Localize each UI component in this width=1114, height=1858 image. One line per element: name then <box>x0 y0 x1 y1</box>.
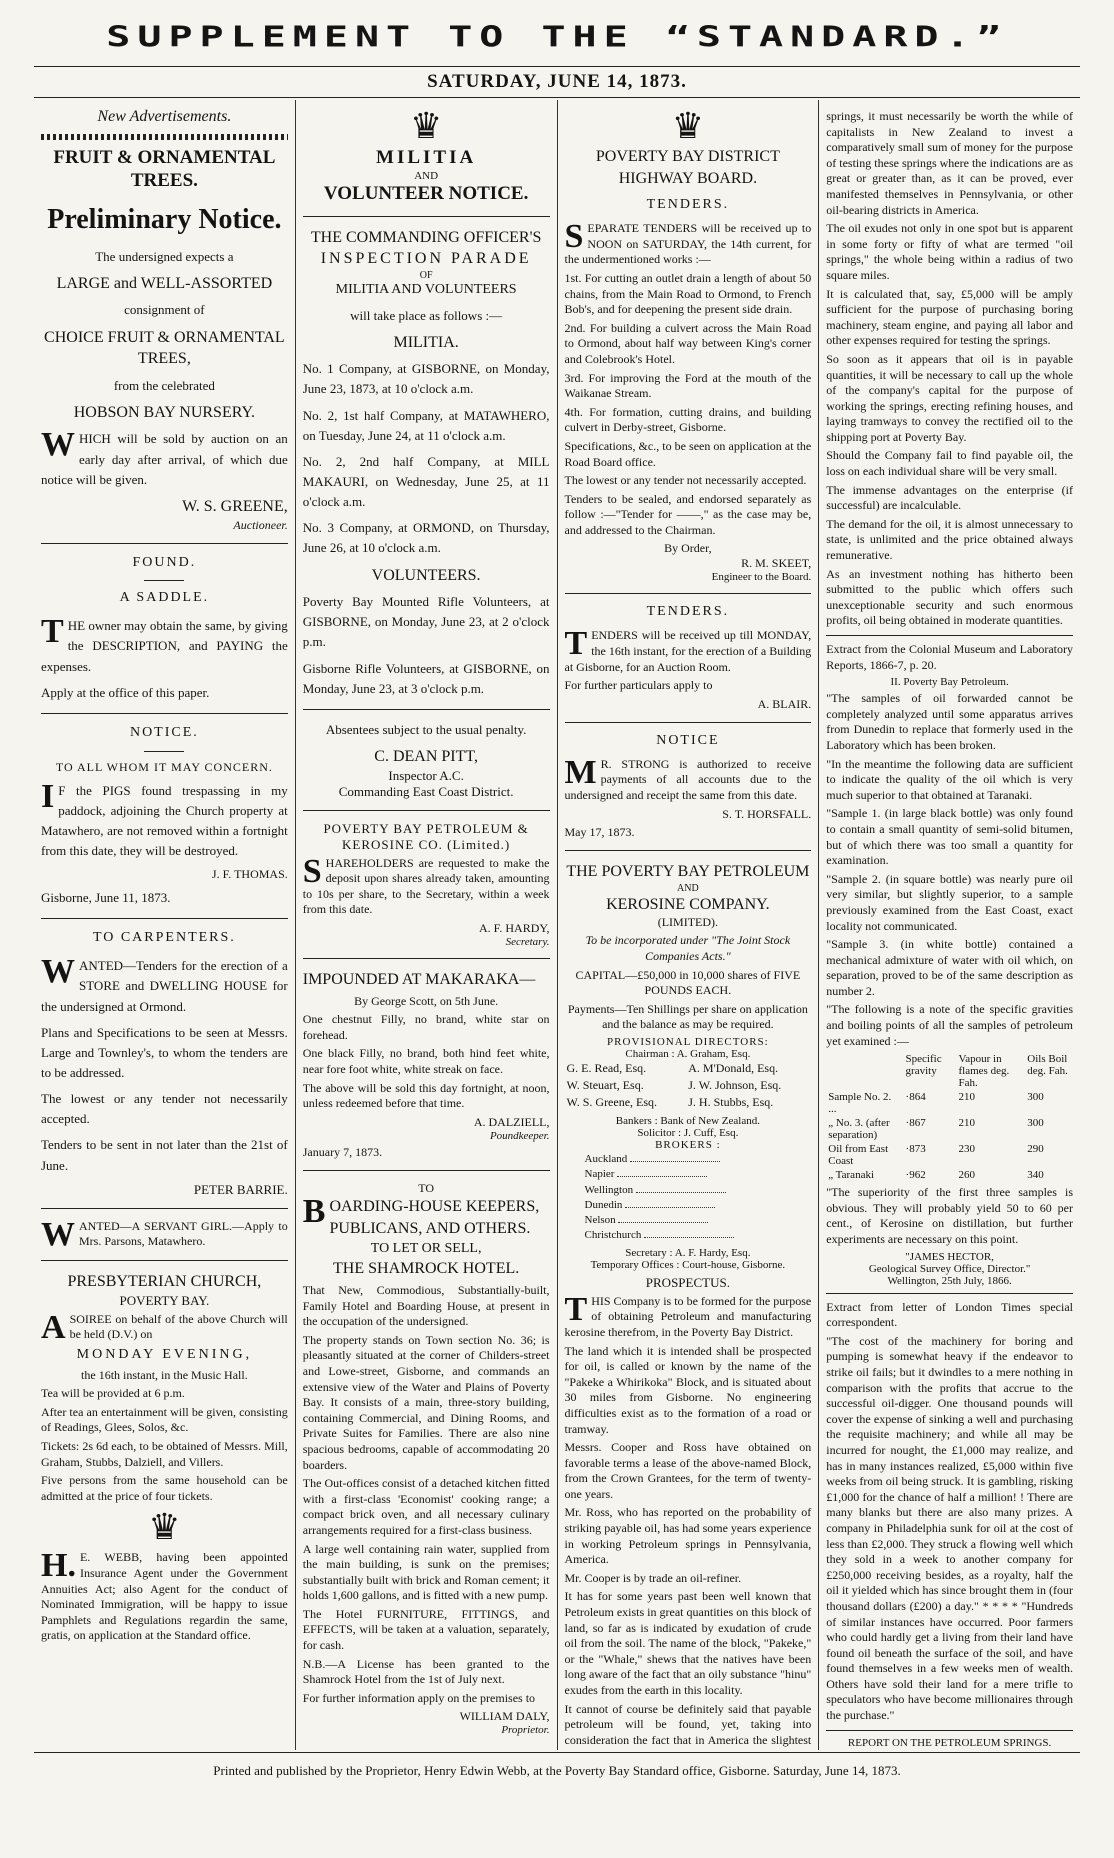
prospectus-para-2: The land which it is intended shall be prospected for oil, is called or known by the name of the "Pakeke a Whirikoka" Block, and is situated about 30 miles from Gisborne. No engineering difficulties exist as to the formation of a road or tramway. <box>564 1343 812 1436</box>
board-heading: POVERTY BAY DISTRICT HIGHWAY BOARD. <box>595 148 780 187</box>
will-text: will take place as follows :— <box>350 307 503 323</box>
order-text: By Order, <box>664 541 712 556</box>
capital-text: CAPITAL—£50,000 in 10,000 shares of FIVE POUNDS EACH. <box>575 967 801 998</box>
engineer-label: Engineer to the Board. <box>711 571 812 584</box>
pigs-text: IF the PIGS found trespassing in my paddock, adjoining the Church property at Matawhero, are not removed within a fortnight from this date, they will be destroyed. <box>41 777 288 859</box>
concern-heading: TO ALL WHOM IT MAY CONCERN. <box>55 759 273 774</box>
shamrock-para-4: A large well containing rain water, supplied from the main building, is sunk on the premises; substantially built with brick and Roman cement; it holds 1,600 gallons, and is fitted with a new pump. <box>302 1541 550 1603</box>
hector-signature: "JAMES HECTOR, <box>905 1250 994 1263</box>
and-text: AND <box>677 882 699 894</box>
extract-para-3: "Sample 1. (in large black bottle) was only found to contain a small quantity of semi-solid bitumen, but of which there was too small a quantity for examination. <box>826 806 1073 868</box>
kerosine-heading: KEROSINE COMPANY. <box>606 895 770 913</box>
list-item <box>585 1166 812 1181</box>
shamrock-para-7: For further information apply on the premises to <box>302 1690 536 1705</box>
incorporated-text: To be incorporated under "The Joint Stock Companies Acts." <box>585 933 791 963</box>
plans-text: Plans and Specifications to be seen at Messrs. Large and Townley's, to whom the tenders are to be addressed. <box>41 1024 288 1081</box>
table-row <box>826 1142 1073 1168</box>
column-3 <box>558 100 819 1750</box>
after-text: After tea an entertainment will be given, consisting of Readings, Glees, Solos, &c. <box>41 1404 288 1435</box>
divider <box>144 751 184 752</box>
table-cell: ·873 <box>905 1143 926 1156</box>
table-cell: 290 <box>1027 1143 1044 1156</box>
greene-signature: W. S. GREENE, <box>182 497 288 515</box>
table-cell: Sample No. 2. ... <box>828 1091 892 1116</box>
director-cell: J. W. Johnson, Esq. <box>688 1077 782 1092</box>
times-extract: "The cost of the machinery for boring and pumping is somewhat heavy if the endeavor to strike oil fails; but it dwindles to a mere nothing in comparison with the profits that accrue to the successful oil-digger. One thousand pounds will cover the expense of sinking a well and purchasing the requisite machinery; and while all may be incurred for nought, the £1,000 may realize, and has in many instances realized, £5,000 within five weeks from oil being struck. It is gambling, risking £1,000 for the chance of half a million! ! There are many blanks but there are also many prizes. A company in Philadelphia sunk for oil at the cost of less than £2,000. They struck a flowing well which they sold in a week to another company for £250,000 receiving besides, as a royalty, half the oil it yielded which has since brought them in (four thousand dollars (£200) a day." * * * * "Hundreds of similar instances have occurred. Poor farmers who could hardly get a living from their land have found oil beneath the surface of the soil, and have found themselves in a few weeks men of wealth. Others have sold their land for a mere trifle to speculators who have become millionaires through the purchase." <box>826 1333 1073 1723</box>
brokers-heading: BROKERS : <box>655 1138 721 1151</box>
sealed-text: Tenders to be sealed, and endorsed separately as follow :—"Tender for ——," as the case may be, and addressed to the Chairman. <box>564 491 812 537</box>
footer-imprint: Printed and published by the Proprietor, Henry Edwin Webb, at the Poverty Bay Standard office, Gisborne. Saturday, June 14, 1873. <box>34 1752 1080 1789</box>
gisborne-date: Gisborne, June 11, 1873. <box>41 890 171 906</box>
town-name: Christchurch <box>584 1229 642 1242</box>
inspector-label: Inspector A.C. <box>388 767 464 783</box>
temp-offices-text: Temporary Offices : Court-house, Gisborne. <box>590 1258 786 1271</box>
divider <box>41 918 288 919</box>
inspection-heading: INSPECTION PARADE <box>320 250 532 268</box>
presby-heading: PRESBYTERIAN CHURCH, <box>67 1272 262 1290</box>
table-row <box>565 1094 812 1111</box>
daly-signature: WILLIAM DALY, <box>459 1709 550 1724</box>
blank-line <box>618 1212 708 1223</box>
list-item <box>585 1227 812 1242</box>
pbay-heading: POVERTY BAY. <box>119 1292 210 1308</box>
consignment-text: consignment of <box>124 302 205 318</box>
dateline: SATURDAY, JUNE 14, 1873. <box>34 66 1080 98</box>
prov-heading: PROVISIONAL DIRECTORS: <box>607 1035 769 1048</box>
divider <box>826 635 1073 636</box>
list-item <box>585 1151 812 1166</box>
volunteer-heading: VOLUNTEER NOTICE. <box>323 182 529 204</box>
barrie-signature: PETER BARRIE. <box>193 1181 288 1197</box>
extract-para-1: "The samples of oil forwarded cannot be completely analyzed until some apparatus arrives from Dunedin to replace that formerly used in the Laboratory which has been broken. <box>826 691 1073 752</box>
let-heading: TO LET OR SELL, <box>370 1240 482 1256</box>
undersigned-text: The undersigned expects a <box>95 248 234 264</box>
carpenters-heading: TO CARPENTERS. <box>92 930 236 946</box>
tenders-heading-2: TENDERS. <box>646 604 730 620</box>
director-cell: A. M'Donald, Esq. <box>688 1060 779 1075</box>
shareholders-text: SHAREHOLDERS are requested to make the deposit upon shares already taken, amounting to 10s per share, to the Secretary, within a week from this date. <box>302 852 550 917</box>
solicitor-text: Solicitor : J. Cuff, Esq. <box>637 1126 739 1139</box>
masthead-title: SUPPLEMENT TO THE “STANDARD.” <box>106 20 1008 54</box>
mv-heading: MILITIA AND VOLUNTEERS <box>335 281 517 297</box>
table-cell: ·962 <box>905 1169 926 1182</box>
geo-office-text: Geological Survey Office, Director." <box>868 1262 1031 1275</box>
shamrock-para-2: The property stands on Town section No. 36; is pleasantly situated at the corner of Childers-street and Lowe-street, Gisborne, and commands an extensive view of the Water and Plains of Poverty Bay. It consists of a main, three-story building, containing Commercial, and Dining Rooms, and Private Suites for Families. There are also nine spacious bedrooms, capable of accommodating 20 boarders. <box>302 1332 550 1472</box>
bankers-text: Bankers : Bank of New Zealand. <box>615 1114 760 1127</box>
shamrock-para-6: N.B.—A License has been granted to the Shamrock Hotel from the 1st of July next. <box>302 1656 550 1687</box>
extract-para-2: "In the meantime the following data are sufficient to indicate the quality of the oil which is very much superior to that obtained at Taranaki. <box>826 756 1073 802</box>
divider <box>303 709 550 710</box>
shamrock-heading: THE SHAMROCK HOTEL. <box>333 1260 520 1278</box>
divider <box>826 1293 1073 1294</box>
tea-text: Tea will be provided at 6 p.m. <box>41 1386 185 1401</box>
prospectus-cont-1: springs, it must necessarily be worth the while of capitalists in New Zealand to invest a comparatively small sum of money for the purpose of testing these springs where the indications are as great or greater than, as it can be proved, ever manifested themselves in Pennsylvania, or other oil-bearing districts in America. <box>826 109 1073 217</box>
table-cell: 210 <box>958 1117 975 1130</box>
blank-line <box>644 1227 734 1238</box>
new-ads-heading: New Advertisements. <box>97 108 232 125</box>
may-date: May 17, 1873. <box>564 824 635 839</box>
webb-text: H.E. WEBB, having been appointed Insurance Agent under the Government Annuities Act; also Agent for the conduct of Nominated Immigration, will be happy to issue Pamphlets and Regulations regardin the same, gratis, on application at the Standard office. <box>41 1547 288 1643</box>
chairman-text: Chairman : A. Graham, Esq. <box>625 1047 751 1060</box>
poundkeeper-label: Poundkeeper. <box>489 1129 550 1142</box>
prospectus-para-6: It has for some years past been well known that Petroleum exists in great quantities on this block of land, so far as is indicated by exudation of crude oil from the soil. The name of the block, "Pakeke," or the "Whale," shews that the natives have been long aware of the fact that an oily substance "hinu" exudes from the earth in this locality. <box>564 1589 812 1697</box>
choice-text: CHOICE FRUIT & ORNAMENTAL TREES, <box>44 328 285 368</box>
prospectus-para-4: Mr. Ross, who has reported on the probability of striking payable oil, has had some years experience in working Petroleum springs in Pennsylvania, America. <box>564 1505 812 1567</box>
divider <box>565 722 812 723</box>
divider <box>303 216 550 217</box>
list-item <box>585 1212 812 1227</box>
gravity-table <box>826 1052 1073 1182</box>
table-row <box>826 1168 1073 1182</box>
militia-entry-2: No. 2, 1st half Company, at MATAWHERO, on Tuesday, June 24, at 11 o'clock a.m. <box>302 407 550 443</box>
to-text: TO <box>418 1181 435 1196</box>
petroleum-subhead: II. Poverty Bay Petroleum. <box>890 676 1009 689</box>
extract-heading-2: Extract from letter of London Times special correspondent. <box>826 1299 1073 1330</box>
table-row <box>826 1090 1073 1116</box>
prelim-heading: Preliminary Notice. <box>47 204 282 236</box>
horsfall-signature: S. T. HORSFALL. <box>722 806 812 821</box>
table-cell: „ No. 3. (after separation) <box>828 1117 890 1142</box>
tickets-text: Tickets: 2s 6d each, to be obtained of Messrs. Mill, Graham, Stubbs, Dalziell, and Villers. <box>41 1438 288 1469</box>
divider <box>565 850 812 851</box>
further-text: For further particulars apply to <box>564 678 713 693</box>
divider <box>303 1170 550 1171</box>
tender-item-2: 2nd. For building a culvert across the Main Road to Ormond, about half way between King's corner and Colebrook's Hotel. <box>564 320 812 366</box>
impounded-heading: IMPOUNDED AT MAKARAKA— <box>302 970 536 988</box>
black-filly-text: One black Filly, no brand, both hind feet white, near fore foot white, white streak on face. <box>302 1046 550 1076</box>
table-row <box>826 1116 1073 1142</box>
extract-para-6: "The following is a note of the specific gravities and boiling points of all the samples of petroleum yet examined :— <box>826 1002 1073 1048</box>
volunteer-entry-2: Gisborne Rifle Volunteers, at GISBORNE, on Monday, June 23, at 3 o'clock p.m. <box>302 660 550 696</box>
town-name: Nelson <box>584 1214 616 1227</box>
town-name: Auckland <box>584 1152 628 1165</box>
auctioneer-label: Auctioneer. <box>233 517 288 532</box>
sent-text: Tenders to be sent in not later than the 21st of June. <box>41 1137 288 1173</box>
blank-line <box>625 1197 715 1208</box>
hardy-signature: A. F. HARDY, <box>479 920 550 935</box>
divider <box>41 543 288 544</box>
from-text: from the celebrated <box>113 377 215 393</box>
strong-text: MR. STRONG is authorized to receive payments of all accounts due to the undersigned and receipt the same from this date. <box>564 753 812 803</box>
prospectus-para-5: Mr. Cooper is by trade an oil-refiner. <box>564 1570 742 1585</box>
table-cell: 340 <box>1027 1169 1044 1182</box>
spec-text: Specifications, &c., to be seen on application at the Road Board office. <box>564 438 812 469</box>
column-2 <box>296 100 557 1750</box>
pbp-heading: THE POVERTY BAY PETROLEUM <box>566 863 810 881</box>
secretary-label: Secretary. <box>505 935 550 948</box>
table-header: Oils Boil deg. Fah. <box>1027 1053 1068 1078</box>
large-text: LARGE and WELL-ASSORTED <box>56 274 273 292</box>
royal-crest-icon: ♛ <box>148 1507 181 1548</box>
divider <box>41 1208 288 1209</box>
list-item <box>585 1197 812 1212</box>
director-cell: W. Steuart, Esq. <box>566 1077 644 1092</box>
volunteer-entry-1: Poverty Bay Mounted Rifle Volunteers, at GISBORNE, on Monday, June 23, at 2 o'clock p.m. <box>302 594 550 650</box>
town-name: Dunedin <box>584 1198 623 1211</box>
militia-entry-4: No. 3 Company, at ORMOND, on Thursday, June 26, at 10 o'clock a.m. <box>302 520 550 556</box>
extract-heading-1: Extract from the Colonial Museum and Laboratory Reports, 1866-7, p. 20. <box>826 642 1073 672</box>
east-label: Commanding East Coast District. <box>338 783 514 799</box>
blank-line <box>617 1166 707 1177</box>
thomas-signature: J. F. THOMAS. <box>211 867 288 882</box>
table-cell: 260 <box>958 1169 975 1182</box>
skeet-signature: R. M. SKEET, <box>741 556 812 571</box>
petro-heading: POVERTY BAY PETROLEUM & KEROSINE CO. (Limited.) <box>323 820 529 852</box>
tenders-heading: TENDERS. <box>646 197 730 213</box>
divider <box>144 580 184 581</box>
proprietor-label: Proprietor. <box>501 1724 550 1737</box>
wanted-text: WANTED—Tenders for the erection of a STORE and DWELLING HOUSE for the undersigned at Ormond. <box>41 953 288 1014</box>
found-heading: FOUND. <box>132 554 197 570</box>
prospectus-cont-6: The immense advantages on the enterprise (if successful) are incalculable. <box>826 482 1073 513</box>
table-cell: 300 <box>1027 1117 1044 1130</box>
filly-text: One chestnut Filly, no brand, white star on forehead. <box>302 1012 550 1042</box>
tenders-text-2: TENDERS will be received up till MONDAY, the 16th instant, for the erection of a Building at Gisborne, for an Auction Room. <box>564 625 812 674</box>
fruit-title: FRUIT & ORNAMENTAL TREES. <box>53 146 276 192</box>
table-header: Specific gravity <box>905 1053 942 1078</box>
divider <box>303 810 550 811</box>
which-text: WHICH will be sold by auction on an early day after arrival, of which due notice will be given. <box>41 426 288 487</box>
prospectus-cont-3: It is calculated that, say, £5,000 will be amply sufficient for the purpose of purchasing boring machinery, steam engine, and paying all labor and other expenses required for testing the springs. <box>826 286 1073 348</box>
saddle-heading: A SADDLE. <box>119 590 210 606</box>
separate-tenders-text: SEPARATE TENDERS will be received up to NOON on SATURDAY, the 14th current, for the undermentioned works :— <box>564 218 812 267</box>
divider <box>565 593 812 594</box>
boarding-heading: BOARDING-HOUSE KEEPERS, PUBLICANS, AND OTHERS. <box>302 1193 540 1237</box>
militia-heading: MILITIA <box>376 147 477 168</box>
notice-heading: NOTICE <box>656 732 720 748</box>
prospectus-para-7: It cannot of course be definitely said that payable petroleum will be found, yet, taking into consideration the fact that in America the slightest <box>564 1701 812 1747</box>
town-name: Napier <box>584 1168 615 1181</box>
limited-text: (LIMITED). <box>657 915 719 930</box>
scott-text: By George Scott, on 5th June. <box>354 993 499 1008</box>
commanding-heading: THE COMMANDING OFFICER'S <box>310 228 542 246</box>
monday-text: MONDAY EVENING, <box>76 1346 253 1362</box>
table-header: Vapour in flames deg. Fah. <box>958 1053 1010 1090</box>
absentees-text: Absentees subject to the usual penalty. <box>325 721 527 737</box>
town-name: Wellington <box>584 1183 634 1196</box>
table-cell: ·867 <box>905 1117 926 1130</box>
shamrock-para-3: The Out-offices consist of a detached kitchen fitted with a first-class 'Economist' cooking range; a compact brick oven, and all necessary culinary arrangements required for a first-class business. <box>302 1476 550 1537</box>
prospectus-cont-4: So soon as it appears that oil is in payable quantities, it will be necessary to call up the whole of the company's capital for the purpose of working the springs, erecting refining houses, and laying tramways to convey the rectified oil to the shipping port at Poverty Bay. <box>826 351 1073 444</box>
column-1 <box>34 100 295 1750</box>
divider <box>303 958 550 959</box>
tender-item-4: 4th. For formation, cutting drains, and building culvert in Derby-street, Gisborne. <box>564 404 812 435</box>
extract-para-5: "Sample 3. (in white bottle) contained a mechanical admixture of water with oil which, on separation, proved to be of the same description as number 2. <box>826 937 1073 998</box>
sold-text: The above will be sold this day fortnight, at noon, unless redeemed before that time. <box>302 1080 550 1111</box>
director-cell: W. S. Greene, Esq. <box>566 1094 658 1109</box>
prospectus-cont-7: The demand for the oil, it is almost unnecessary to state, is unlimited and the price obtained always remunerative. <box>826 516 1073 563</box>
table-row <box>826 1052 1073 1090</box>
ornament-rule <box>41 134 288 140</box>
extract-para-7: "The superiority of the first three samples is obvious. They will probably yield 50 to 60 per cent., of Kerosine on distillation, but further experiments are necessary on this point. <box>826 1185 1073 1247</box>
and-text: AND <box>414 169 439 182</box>
tender-item-3: 3rd. For improving the Ford at the mouth of the Waikanae Stream. <box>564 370 812 401</box>
wellington-date: Wellington, 25th July, 1866. <box>887 1274 1012 1287</box>
tender-item-1: 1st. For cutting an outlet drain a length of about 50 chains, from the Main Road to Ormond, to French Bob's, and for deepening the present side drain. <box>564 270 812 317</box>
owner-text: THE owner may obtain the same, by giving the DESCRIPTION, and PAYING the expenses. <box>41 613 288 674</box>
columns <box>34 100 1080 1750</box>
royal-crest-icon: ♛ <box>671 106 705 146</box>
table-header <box>826 1052 903 1090</box>
militia-entry-3: No. 2, 2nd half Company, at MILL MAKAURI, on Wednesday, June 25, at 11 o'clock a.m. <box>302 453 550 510</box>
soiree-text: ASOIREE on behalf of the above Church will be held (D.V.) on <box>41 1308 288 1346</box>
lowest-text: The lowest or any tender not necessarily accepted. <box>41 1091 288 1127</box>
sixteenth-text: the 16th instant, in the Music Hall. <box>81 1367 248 1382</box>
table-cell: 230 <box>958 1143 975 1156</box>
royal-crest-icon: ♛ <box>409 106 443 146</box>
secretary-text: Secretary : A. F. Hardy, Esq. <box>625 1246 751 1259</box>
apply-text: Apply at the office of this paper. <box>41 684 210 700</box>
divider <box>41 1260 288 1261</box>
report-heading: REPORT ON THE PETROLEUM SPRINGS. <box>847 1736 1052 1749</box>
blair-signature: A. BLAIR. <box>757 696 812 711</box>
extract-para-4: "Sample 2. (in square bottle) was nearly pure oil very similar, but slightly superior, to a sample previously examined from the East Coast, exact locality not communicated. <box>826 871 1073 933</box>
militia-subhead: MILITIA. <box>393 333 459 351</box>
payments-text: Payments—Ten Shillings per share on application and the balance as may be required. <box>567 1001 808 1032</box>
column-4 <box>819 100 1080 1750</box>
brokers-list <box>565 1151 812 1243</box>
table-cell: ·864 <box>905 1091 926 1104</box>
director-cell: J. H. Stubbs, Esq. <box>688 1094 774 1109</box>
table-cell: 210 <box>958 1091 975 1104</box>
lowest-text: The lowest or any tender not necessarily accepted. <box>564 473 807 488</box>
table-cell: 300 <box>1027 1091 1044 1104</box>
table-cell: „ Taranaki <box>828 1169 875 1182</box>
masthead <box>34 10 1080 64</box>
table-row <box>565 1077 812 1094</box>
prospectus-cont-2: The oil exudes not only in one spot but is apparent in some forty or fifty of what are termed "oil springs," the whole being within a radius of two square miles. <box>826 221 1073 282</box>
director-cell: G. E. Read, Esq. <box>566 1060 647 1075</box>
prospectus-para-1: THIS Company is to be formed for the purpose of obtaining Petroleum and manufacturing kerosine therefrom, in the Poverty Bay District. <box>564 1290 812 1339</box>
volunteers-subhead: VOLUNTEERS. <box>371 566 481 584</box>
january-date: January 7, 1873. <box>302 1144 383 1159</box>
divider <box>41 713 288 714</box>
prospectus-heading: PROSPECTUS. <box>645 1274 730 1290</box>
blank-line <box>636 1182 726 1193</box>
nursery-text: HOBSON BAY NURSERY. <box>73 403 255 421</box>
shamrock-para-5: The Hotel FURNITURE, FITTINGS, and EFFECTS, will be taken at a valuation, separately, for cash. <box>302 1606 550 1653</box>
five-text: Five persons from the same household can be admitted at the price of four tickets. <box>41 1473 288 1503</box>
table-row <box>565 1060 812 1077</box>
directors-table <box>565 1060 812 1111</box>
shamrock-para-1: That New, Commodious, Substantially-built, Family Hotel and Boarding House, at present in the occupation of the undersigned. <box>302 1283 550 1329</box>
table-cell: Oil from East Coast <box>828 1143 889 1168</box>
prospectus-cont-5: Should the Company fail to find payable oil, the loss on each individual share will be very small. <box>826 448 1073 479</box>
divider <box>826 1730 1073 1731</box>
pitt-signature: C. DEAN PITT, <box>374 748 478 766</box>
prospectus-para-3: Messrs. Cooper and Ross have obtained on favorable terms a lease of the above-named Block, from the Crown Grantees, for the term of twenty-one years. <box>564 1440 812 1501</box>
dalziell-signature: A. DALZIELL, <box>473 1114 550 1129</box>
prospectus-cont-8: As an investment nothing has hitherto been submitted to the public which offers such unexceptionable security and such enormous profits, oil being obtained in moderate quantities. <box>826 566 1073 628</box>
of-text: OF <box>419 269 433 281</box>
militia-entry-1: No. 1 Company, at GISBORNE, on Monday, June 23, 1873, at 10 o'clock a.m. <box>302 361 550 397</box>
servant-text: WANTED—A SERVANT GIRL.—Apply to Mrs. Parsons, Matawhero. <box>41 1215 288 1253</box>
blank-line <box>630 1151 720 1162</box>
list-item <box>585 1182 812 1197</box>
notice-heading: NOTICE. <box>129 724 199 740</box>
